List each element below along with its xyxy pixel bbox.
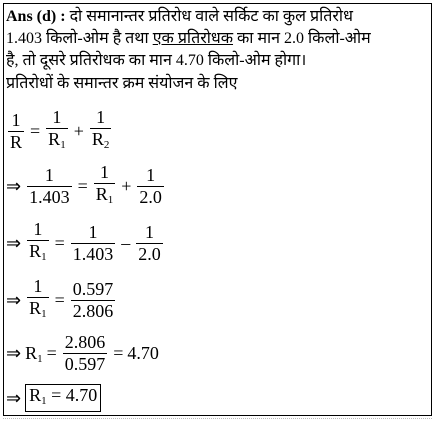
fraction: $\frac{1}{R_1}$: [46, 108, 68, 155]
equation-6: [6, 384, 101, 412]
equation-2: [6, 163, 166, 210]
fraction: $\frac{2.806}{0.597}$: [64, 332, 106, 374]
equals-sign: =: [77, 176, 88, 196]
equation-4: [6, 277, 117, 324]
question-text-line1: दो समानान्तर प्रतिरोध वाले सर्किट का कुल प्रतिरोध: [65, 8, 353, 25]
resistance-symbol: $R_1$: [25, 342, 43, 365]
fraction: $\frac{0.597}{2.806}$: [72, 279, 114, 321]
final-answer-box: $R_1 = 4.70$: [25, 384, 101, 412]
question-text-line2a: 1.403 किलो-ओम है तथा: [6, 30, 153, 47]
implies-arrow: ⇒: [6, 176, 22, 197]
equals-sign: =: [54, 233, 65, 253]
answer-label: Ans (d) :: [6, 8, 66, 25]
implies-arrow: ⇒: [6, 290, 22, 311]
fraction: $\frac{1}{R_2}$: [90, 108, 112, 155]
fraction: $\frac{1}{1.403}$: [72, 222, 114, 264]
subheading: प्रतिरोधों के समान्तर क्रम संयोजन के लिए: [6, 75, 238, 92]
implies-arrow: ⇒: [6, 233, 22, 254]
plus-sign: +: [121, 176, 132, 196]
implies-arrow: ⇒: [6, 343, 22, 364]
implies-arrow: ⇒: [6, 387, 22, 409]
plus-sign: +: [73, 121, 84, 141]
question-text-line2b: का मान 2.0 किलो-ओम: [233, 30, 371, 47]
answer-paragraph: [6, 6, 424, 72]
result-value: 4.70: [127, 343, 159, 363]
fraction: $\frac{1}{R_1}$: [27, 220, 49, 267]
equation-5: [6, 333, 159, 374]
fraction: $\frac{1}{2.0}$: [138, 222, 161, 264]
equals-sign: =: [113, 343, 124, 363]
fraction: $\frac{1}{2.0}$: [139, 165, 162, 207]
fraction: $\frac{1}{1.403}$: [29, 165, 70, 207]
equals-sign: =: [46, 343, 57, 363]
fraction: $\frac{1}{R}$: [10, 110, 23, 152]
question-text-line3: है, तो दूसरे प्रतिरोधक का मान 4.70 किलो-ओम होगा।: [6, 52, 307, 69]
equals-sign: =: [54, 290, 65, 310]
equation-3: [6, 220, 165, 267]
bottom-dotted-rule: [3, 418, 432, 419]
fraction: $\frac{1}{R_1}$: [94, 163, 116, 210]
fraction: $\frac{1}{R_1}$: [27, 277, 49, 324]
minus-sign: –: [121, 233, 131, 253]
equation-1: [6, 108, 113, 155]
question-text-underlined: एक प्रतिरोधक: [152, 30, 234, 47]
equals-sign: =: [30, 121, 41, 141]
